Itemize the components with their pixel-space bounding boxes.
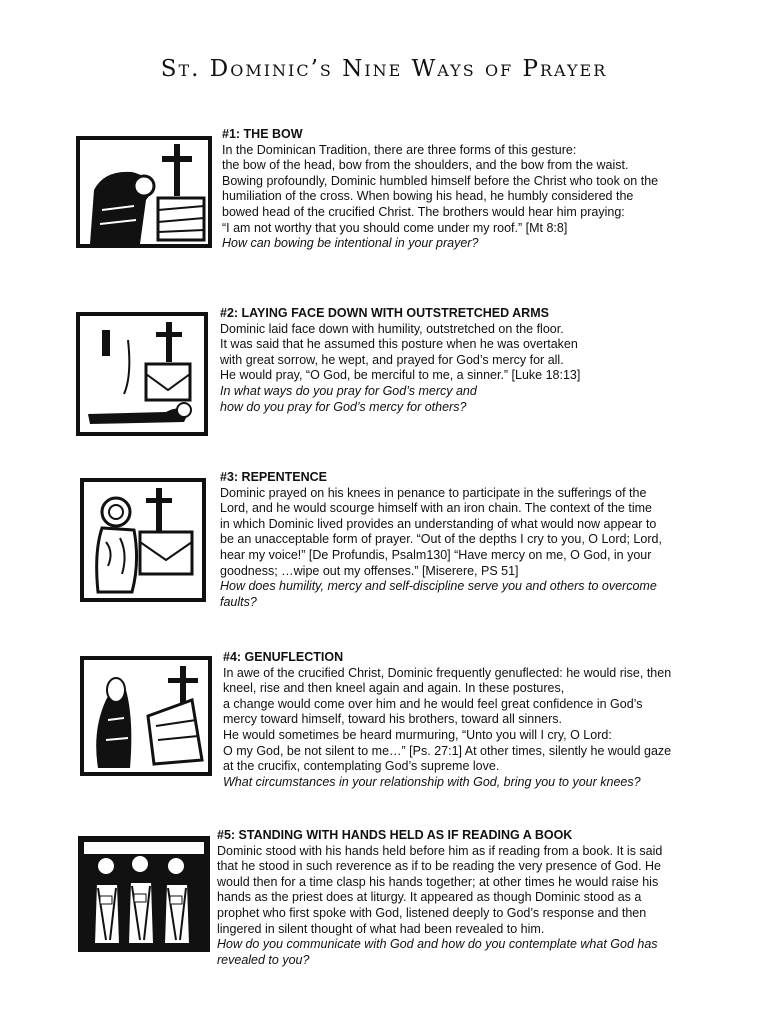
- reflection-question: faults?: [220, 594, 257, 609]
- body-line: hands as the priest does at liturgy. It appeared as though Dominic stood as a: [217, 890, 642, 905]
- body-line: would then for a time clasp his hands together; at other times he would raise his: [217, 874, 659, 889]
- body-line: with great sorrow, he wept, and prayed for God’s mercy for all.: [220, 352, 564, 367]
- section-heading: #1: THE BOW: [222, 127, 303, 141]
- standing-friars-illustration: [78, 836, 210, 952]
- repentance-illustration: [80, 478, 206, 602]
- body-line: mercy toward himself, toward his brothers, toward all sinners.: [223, 712, 563, 727]
- bow-illustration: [76, 136, 212, 248]
- section-heading: #5: STANDING WITH HANDS HELD AS IF READING A BOOK: [217, 828, 573, 842]
- body-line: in which Dominic lived provides an understanding of what would now appear to: [220, 516, 657, 531]
- body-line: a change would come over him and he would feel great confidence in God’s: [223, 696, 643, 711]
- body-line: Bowing profoundly, Dominic humbled himself before the Christ who took on the: [222, 173, 659, 188]
- reflection-question: In what ways do you pray for God’s mercy and: [220, 383, 477, 398]
- section-heading: #3: REPENTENCE: [220, 470, 327, 484]
- prostrate-illustration: [76, 312, 208, 436]
- body-line: hear my voice!” [De Profundis, Psalm130] “Have mercy on me, O God, in your: [220, 547, 652, 562]
- body-line: the bow of the head, bow from the shoulders, and the bow from the waist.: [222, 158, 629, 173]
- body-line: “I am not worthy that you should come under my roof.” [Mt 8:8]: [222, 220, 568, 235]
- genuflection-illustration-art: [84, 660, 208, 772]
- section-5-text: [217, 828, 747, 968]
- body-line: prophet who first spoke with God, listened deeply to God’s response and then: [217, 905, 647, 920]
- reflection-question: How does humility, mercy and self-discipline serve you and others to overcome: [220, 579, 657, 594]
- body-line: be an unacceptable form of prayer. “Out of the depths I cry to you, O Lord; Lord,: [220, 532, 662, 547]
- body-line: He would sometimes be heard murmuring, “Unto you will I cry, O Lord:: [223, 727, 612, 742]
- prostrate-illustration-art: [80, 316, 204, 432]
- body-line: Dominic prayed on his knees in penance to participate in the sufferings of the: [220, 485, 647, 500]
- section-1-text: [222, 127, 742, 252]
- reflection-question: How can bowing be intentional in your prayer?: [222, 236, 479, 251]
- body-line: Lord, and he would scourge himself with an iron chain. The context of the time: [220, 501, 652, 516]
- reflection-question: How do you communicate with God and how do you contemplate what God has: [217, 937, 658, 952]
- reflection-question: how do you pray for God’s mercy for others?: [220, 399, 467, 414]
- body-line: lingered in silent thought of what had been revealed to him.: [217, 921, 545, 936]
- body-line: goodness; …wipe out my offenses.” [Miserere, PS 51]: [220, 563, 519, 578]
- reflection-question: What circumstances in your relationship with God, bring you to your knees?: [223, 774, 641, 789]
- body-line: humiliation of the cross. When bowing his head, he humbly considered the: [222, 189, 634, 204]
- page-title: St. Dominic’s Nine Ways of Prayer: [160, 56, 608, 82]
- body-line: that he stood in such reverence as if to be reading the very presence of God. He: [217, 859, 662, 874]
- genuflection-illustration: [80, 656, 212, 776]
- body-line: bowed head of the crucified Christ. The brothers would hear him praying:: [222, 204, 625, 219]
- body-line: kneel, rise and then kneel again and again. In these postures,: [223, 681, 565, 696]
- repentance-illustration-art: [84, 482, 202, 598]
- body-line: O my God, be not silent to me…” [Ps. 27:1] At other times, silently he would gaze: [223, 743, 672, 758]
- bow-illustration-art: [80, 140, 208, 244]
- reflection-question: revealed to you?: [217, 952, 310, 967]
- body-line: In the Dominican Tradition, there are three forms of this gesture:: [222, 142, 577, 157]
- body-line: Dominic stood with his hands held before him as if reading from a book. It is said: [217, 843, 663, 858]
- section-heading: #4: GENUFLECTION: [223, 650, 344, 664]
- body-line: In awe of the crucified Christ, Dominic frequently genuflected: he would rise, then: [223, 665, 672, 680]
- body-line: He would pray, “O God, be merciful to me, a sinner.” [Luke 18:13]: [220, 368, 581, 383]
- standing-friars-illustration-art: [82, 840, 206, 948]
- section-3-text: [220, 470, 740, 610]
- section-4-text: [223, 650, 743, 790]
- section-2-text: [220, 306, 740, 415]
- body-line: at the crucifix, contemplating God’s supreme love.: [223, 759, 500, 774]
- body-line: Dominic laid face down with humility, outstretched on the floor.: [220, 321, 564, 336]
- body-line: It was said that he assumed this posture when he was overtaken: [220, 337, 578, 352]
- section-heading: #2: LAYING FACE DOWN WITH OUTSTRETCHED ARMS: [220, 306, 549, 320]
